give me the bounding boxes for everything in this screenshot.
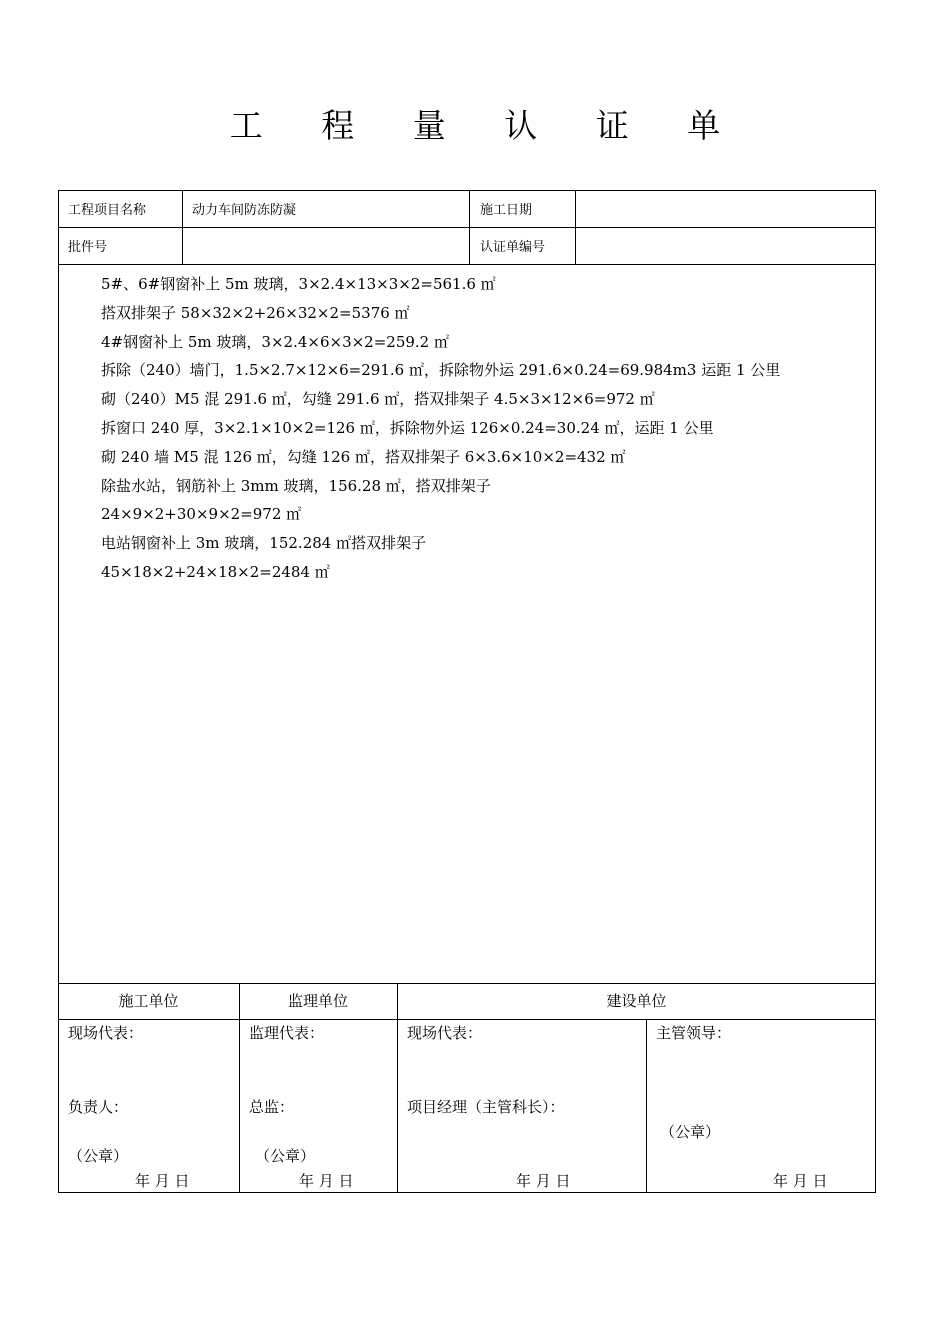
- batch-number-label: 批件号: [68, 240, 108, 255]
- footer-header-line: [58, 1019, 876, 1020]
- header-col-divider-2: [469, 190, 470, 264]
- sign-date: 年 月 日: [773, 1172, 828, 1190]
- owner-unit-heading: 建设单位: [606, 992, 667, 1010]
- construction-date-label: 施工日期: [480, 203, 533, 218]
- sign-date: 年 月 日: [135, 1172, 190, 1190]
- official-seal-label: （公章）: [68, 1147, 129, 1165]
- footer-col-divider-2: [397, 983, 398, 1193]
- header-bottom-line: [58, 264, 876, 265]
- quantity-content: [101, 271, 861, 588]
- header-divider-row: [58, 227, 876, 228]
- content-line: 除盐水站，钢筋补上 3mm 玻璃，156.28 ㎡，搭双排架子: [101, 476, 491, 495]
- content-line: 拆窗口 240 厚，3×2.1×10×2=126 ㎡，拆除物外运 126×0.24=30.24 ㎡，运距 1 公里: [101, 418, 714, 437]
- content-line: 搭双排架子 58×32×2+26×32×2=5376 ㎡: [101, 303, 410, 322]
- site-representative-label: 现场代表：: [68, 1024, 144, 1042]
- sign-date: 年 月 日: [516, 1172, 571, 1190]
- content-line: 电站钢窗补上 3m 玻璃，152.284 ㎡搭双排架子: [101, 534, 427, 553]
- owner-site-representative-label: 现场代表：: [407, 1024, 483, 1042]
- chief-supervisor-label: 总监：: [249, 1098, 295, 1116]
- project-manager-label: 项目经理（主管科长）：: [407, 1098, 565, 1116]
- header-col-divider-1: [182, 190, 183, 264]
- page-title: 工 程 量 认 证 单: [229, 106, 745, 145]
- official-seal-label: （公章）: [660, 1123, 721, 1141]
- content-line: 4#钢窗补上 5m 玻璃，3×2.4×6×3×2=259.2 ㎡: [101, 332, 449, 351]
- construction-unit-heading: 施工单位: [118, 992, 179, 1010]
- footer-col-divider-3: [646, 1019, 647, 1193]
- content-line: 45×18×2+24×18×2=2484 ㎡: [101, 562, 330, 581]
- certificate-number-label: 认证单编号: [480, 240, 546, 255]
- supervision-representative-label: 监理代表：: [249, 1024, 325, 1042]
- content-line: 24×9×2+30×9×2=972 ㎡: [101, 505, 302, 524]
- official-seal-label: （公章）: [255, 1147, 316, 1165]
- content-line: 5#、6#钢窗补上 5m 玻璃，3×2.4×13×3×2=561.6 ㎡: [101, 275, 496, 293]
- project-name-value: 动力车间防冻防凝: [192, 203, 297, 218]
- sign-date: 年 月 日: [299, 1172, 354, 1190]
- leader-label: 主管领导：: [656, 1024, 732, 1042]
- footer-top-line: [58, 983, 876, 984]
- supervision-unit-heading: 监理单位: [287, 992, 348, 1010]
- project-name-label: 工程项目名称: [68, 203, 147, 218]
- header-col-divider-3: [575, 190, 576, 264]
- content-line: 砌 240 墙 M5 混 126 ㎡，勾缝 126 ㎡，搭双排架子 6×3.6×10×2=432 ㎡: [101, 447, 626, 466]
- content-line: 拆除（240）墙门，1.5×2.7×12×6=291.6 ㎡，拆除物外运 291.6×0.24=69.984m3 运距 1 公里: [101, 361, 781, 380]
- footer-col-divider-1: [239, 983, 240, 1193]
- content-line: 砌（240）M5 混 291.6 ㎡，勾缝 291.6 ㎡，搭双排架子 4.5×3×12×6=972 ㎡: [101, 390, 655, 409]
- responsible-person-label: 负责人：: [68, 1098, 129, 1116]
